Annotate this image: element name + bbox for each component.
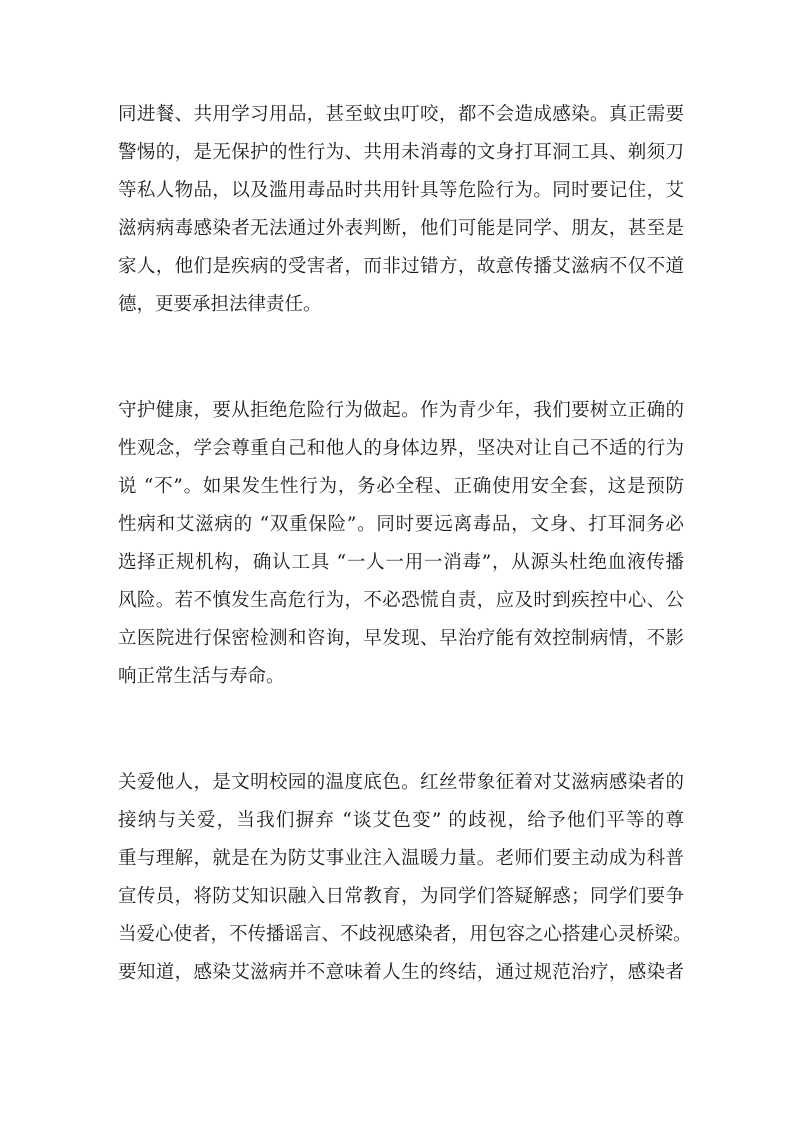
text-line: 等私人物品，以及滥用毒品时共用针具等危险行为。同时要记住，艾 bbox=[118, 180, 684, 201]
text-line: 警惕的，是无保护的性行为、共用未消毒的文身打耳洞工具、剃须刀 bbox=[118, 142, 684, 163]
text-line: 宣传员，将防艾知识融入日常教育，为同学们答疑解惑；同学们要争 bbox=[118, 886, 684, 907]
text-line: 关爱他人，是文明校园的温度底色。红丝带象征着对艾滋病感染者的 bbox=[118, 772, 684, 793]
text-line: 德，更要承担法律责任。 bbox=[118, 294, 322, 315]
text-line: 立医院进行保密检测和咨询，早发现、早治疗能有效控制病情，不影 bbox=[118, 628, 684, 649]
text-line: 当爱心使者，不传播谣言、不歧视感染者，用包容之心搭建心灵桥梁。 bbox=[118, 924, 692, 945]
text-line: 要知道，感染艾滋病并不意味着人生的终结，通过规范治疗，感染者 bbox=[118, 962, 684, 983]
text-line: 性病和艾滋病的 “双重保险”。同时要远离毒品，文身、打耳洞务必 bbox=[118, 514, 684, 535]
text-line: 守护健康，要从拒绝危险行为做起。作为青少年，我们要树立正确的 bbox=[118, 400, 684, 421]
text-line: 响正常生活与寿命。 bbox=[118, 666, 285, 687]
text-line: 说 “不”。如果发生性行为，务必全程、正确使用安全套，这是预防 bbox=[118, 476, 684, 497]
text-line: 接纳与关爱，当我们摒弃 “谈艾色变” 的歧视，给予他们平等的尊 bbox=[118, 810, 684, 831]
text-line: 性观念，学会尊重自己和他人的身体边界，坚决对让自己不适的行为 bbox=[118, 438, 684, 459]
text-line: 同进餐、共用学习用品，甚至蚊虫叮咬，都不会造成感染。真正需要 bbox=[118, 104, 684, 125]
text-line: 重与理解，就是在为防艾事业注入温暖力量。老师们要主动成为科普 bbox=[118, 848, 684, 869]
text-line: 家人，他们是疾病的受害者，而非过错方，故意传播艾滋病不仅不道 bbox=[118, 256, 684, 277]
text-line: 风险。若不慎发生高危行为，不必恐慌自责，应及时到疾控中心、公 bbox=[118, 590, 684, 611]
text-line: 选择正规机构，确认工具 “一人一用一消毒”，从源头杜绝血液传播 bbox=[118, 552, 684, 573]
text-line: 滋病病毒感染者无法通过外表判断，他们可能是同学、朋友，甚至是 bbox=[118, 218, 684, 239]
